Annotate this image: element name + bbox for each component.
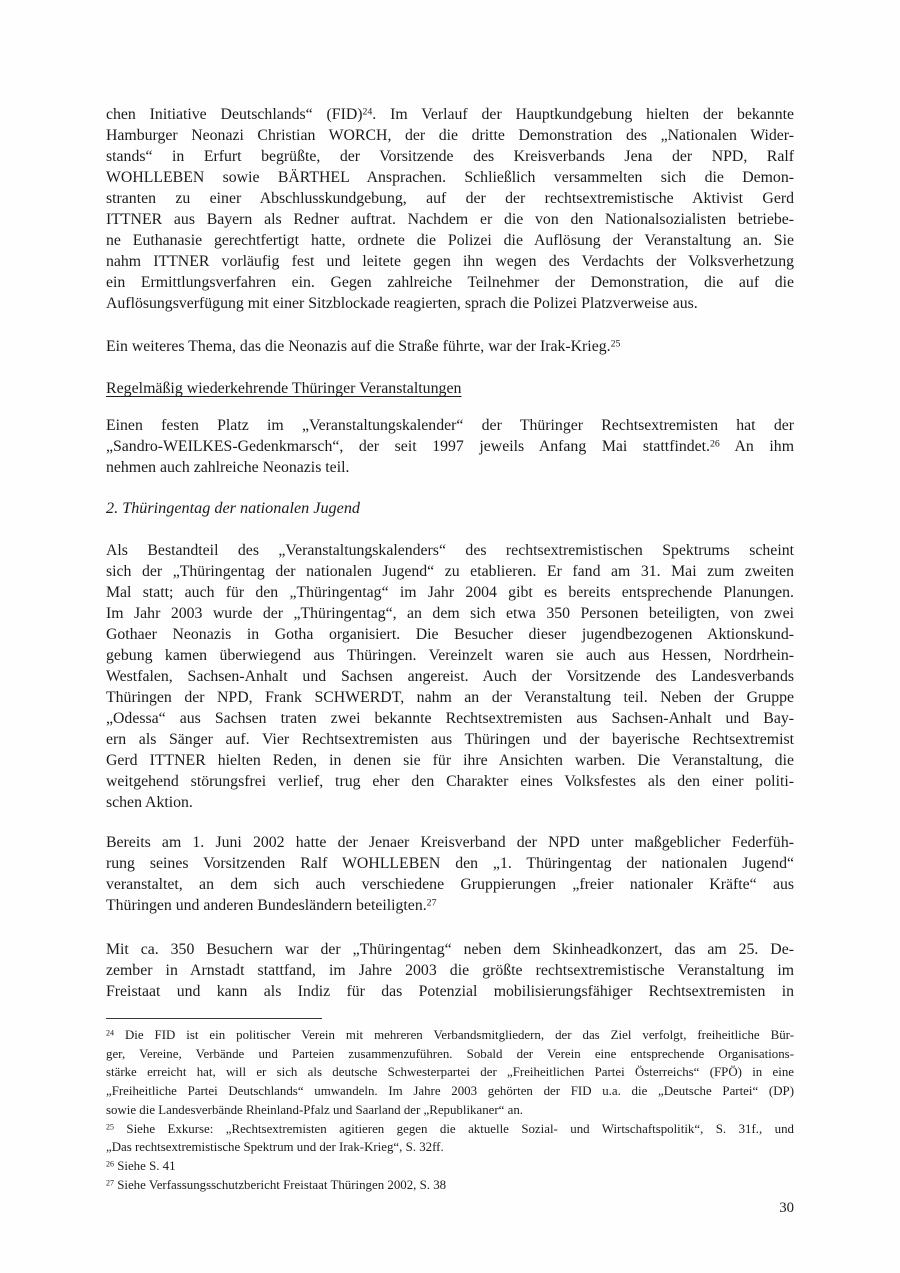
footnote-separator bbox=[106, 1018, 322, 1019]
text-line: ger, Vereine, Verbände und Parteien zusammenzuführen. Sobald der Verein eine entsprechende Organisations- bbox=[106, 1046, 794, 1061]
text-line: veranstaltet, an dem sich auch verschiedene Gruppierungen „freier nationaler Kräfte“ aus bbox=[106, 876, 794, 893]
text-line: Mit ca. 350 Besuchern war der „Thüringentag“ neben dem Skinheadkonzert, das am 25. De- bbox=[106, 941, 794, 958]
text-line: gebung kamen überwiegend aus Thüringen. Vereinzelt waren sie auch aus Hessen, Nordrhein- bbox=[106, 647, 794, 664]
text-line: nehmen auch zahlreiche Neonazis teil. bbox=[106, 459, 350, 476]
text-line: sowie die Landesverbände Rheinland-Pfalz und Saarland der „Republikaner“ an. bbox=[106, 1102, 524, 1117]
footnote-reference: 26 bbox=[106, 1159, 114, 1169]
paragraph bbox=[106, 415, 794, 478]
text-line: Als Bestandteil des „Veranstaltungskalenders“ des rechtsextremistischen Spektrums scheint bbox=[106, 542, 794, 559]
text-line: „Odessa“ aus Sachsen traten zwei bekannte Rechtsextremisten aus Sachsen-Anhalt und Bay- bbox=[106, 710, 794, 727]
text-line: stranten zu einer Abschlusskundgebung, auf der der rechtsextremistische Aktivist Gerd bbox=[106, 190, 794, 207]
text-line: Thüringen der NPD, Frank SCHWERDT, nahm an der Veranstaltung teil. Neben der Gruppe bbox=[106, 689, 794, 706]
footnote-reference: 26 bbox=[710, 438, 720, 450]
footnote bbox=[106, 1026, 794, 1120]
text-line: Ein weiteres Thema, das die Neonazis auf die Straße führte, war der Irak-Krieg.$^{25}$ bbox=[106, 338, 621, 355]
text-line: ne Euthanasie gerechtfertigt hatte, ordnete die Polizei die Auflösung der Veranstaltung an. Sie bbox=[106, 232, 794, 249]
footnotes-section bbox=[106, 1026, 794, 1194]
text-line: Gerd ITTNER hielten Reden, in denen sie für ihre Ansichten warben. Die Veranstaltung, die bbox=[106, 752, 794, 769]
text-line: „Sandro-WEILKES-Gedenkmarsch“, der seit 1997 jeweils Anfang Mai stattfindet.$^{26}$ An ihm bbox=[106, 438, 794, 455]
text-line: nahm ITTNER vorläufig fest und leitete gegen ihn wegen des Verdachts der Volksverhetzung bbox=[106, 253, 794, 270]
paragraph bbox=[106, 104, 794, 314]
paragraph bbox=[106, 540, 794, 813]
text-line: Mal statt; auch für den „Thüringentag“ im Jahr 2004 gibt es bereits entsprechende Planungen. bbox=[106, 584, 794, 601]
section-heading: Regelmäßig wiederkehrende Thüringer Veranstaltungen bbox=[106, 380, 462, 397]
text-line: $^{25}$ Siehe Exkurse: „Rechtsextremisten agitieren gegen die aktuelle Sozial- und Wirtschaftspolitik“, S. 31f., und bbox=[106, 1121, 794, 1136]
text-line: weitgehend störungsfrei verlief, trug eher den Charakter eines Volksfestes als den einer politi- bbox=[106, 773, 794, 790]
footnote-reference: 27 bbox=[426, 897, 437, 909]
text-line: $^{27}$ Siehe Verfassungsschutzbericht Freistaat Thüringen 2002, S. 38 bbox=[106, 1177, 447, 1192]
text-line: „Freiheitliche Partei Deutschlands“ umwandeln. Im Jahre 2003 gehörten der FID u.a. die „Deutsche Partei“ (DP) bbox=[106, 1084, 794, 1099]
subsection-heading: 2. Thüringentag der nationalen Jugend bbox=[106, 499, 361, 517]
paragraph bbox=[106, 832, 794, 916]
footnote bbox=[106, 1120, 794, 1157]
text-line: ITTNER aus Bayern als Redner auftrat. Nachdem er die von den Nationalsozialisten betriebe- bbox=[106, 211, 794, 228]
text-line: Hamburger Neonazi Christian WORCH, der die dritte Demonstration des „Nationalen Wider- bbox=[106, 127, 794, 144]
text-line: ein Ermittlungsverfahren ein. Gegen zahlreiche Teilnehmer der Demonstration, die auf die bbox=[106, 274, 794, 291]
footnote-reference: 25 bbox=[610, 338, 621, 350]
footnote-reference: 27 bbox=[106, 1178, 114, 1188]
text-line: Bereits am 1. Juni 2002 hatte der Jenaer Kreisverband der NPD unter maßgeblicher Federfüh- bbox=[106, 834, 794, 851]
text-line: Westfalen, Sachsen-Anhalt und Sachsen angereist. Auch der Vorsitzende des Landesverbands bbox=[106, 668, 794, 685]
text-line: chen Initiative Deutschlands“ (FID)$^{24}$. Im Verlauf der Hauptkundgebung hielten der bekannte bbox=[106, 106, 794, 123]
text-line: schen Aktion. bbox=[106, 794, 193, 811]
text-line: rung seines Vorsitzenden Ralf WOHLLEBEN den „1. Thüringentag der nationalen Jugend“ bbox=[106, 855, 794, 872]
paragraph bbox=[106, 336, 794, 357]
footnote-reference: 25 bbox=[106, 1121, 114, 1131]
text-line: ern als Sänger auf. Vier Rechtsextremisten aus Thüringen und der bayerische Rechtsextremist bbox=[106, 731, 794, 748]
text-line: Freistaat und kann als Indiz für das Potenzial mobilisierungsfähiger Rechtsextremisten in bbox=[106, 983, 794, 1000]
text-line: stands“ in Erfurt begrüßte, der Vorsitzende des Kreisverbands Jena der NPD, Ralf bbox=[106, 148, 794, 165]
text-line: Gothaer Neonazis in Gotha organisiert. Die Besucher dieser jugendbezogenen Aktionskund- bbox=[106, 626, 794, 643]
footnote-reference: 24 bbox=[106, 1028, 114, 1038]
text-line: stärke erreicht hat, will er sich als deutsche Schwesterpartei der „Freiheitlichen Partei Österreichs“ (FPÖ) in eine bbox=[106, 1065, 794, 1080]
text-line: „Das rechtsextremistische Spektrum und der Irak-Krieg“, S. 32ff. bbox=[106, 1140, 444, 1155]
text-line: $^{24}$ Die FID ist ein politischer Verein mit mehreren Verbandsmitgliedern, der das Ziel verfolgt, freiheitliche Bür- bbox=[106, 1028, 794, 1042]
footnote-reference: 24 bbox=[362, 106, 373, 118]
text-line: WOHLLEBEN sowie BÄRTHEL Ansprachen. Schließlich versammelten sich die Demon- bbox=[106, 169, 794, 186]
text-line: $^{26}$ Siehe S. 41 bbox=[106, 1158, 176, 1173]
footnote bbox=[106, 1176, 794, 1195]
text-line: Auflösungsverfügung mit einer Sitzblockade reagierten, sprach die Polizei Platzverweise aus. bbox=[106, 295, 698, 312]
text-line: sich der „Thüringentag der nationalen Jugend“ zu etablieren. Er fand am 31. Mai zum zweiten bbox=[106, 563, 794, 580]
paragraph bbox=[106, 939, 794, 1002]
text-line: Thüringen und anderen Bundesländern beteiligten.$^{27}$ bbox=[106, 897, 437, 914]
text-line: Im Jahr 2003 wurde der „Thüringentag“, an dem sich etwa 350 Personen beteiligten, von zwei bbox=[106, 605, 794, 622]
footnote bbox=[106, 1157, 794, 1176]
text-line: Einen festen Platz im „Veranstaltungskalender“ der Thüringer Rechtsextremisten hat der bbox=[106, 417, 794, 434]
text-line: zember in Arnstadt stattfand, im Jahre 2003 die größte rechtsextremistische Veranstaltung im bbox=[106, 962, 794, 979]
page-number: 30 bbox=[779, 1200, 794, 1216]
